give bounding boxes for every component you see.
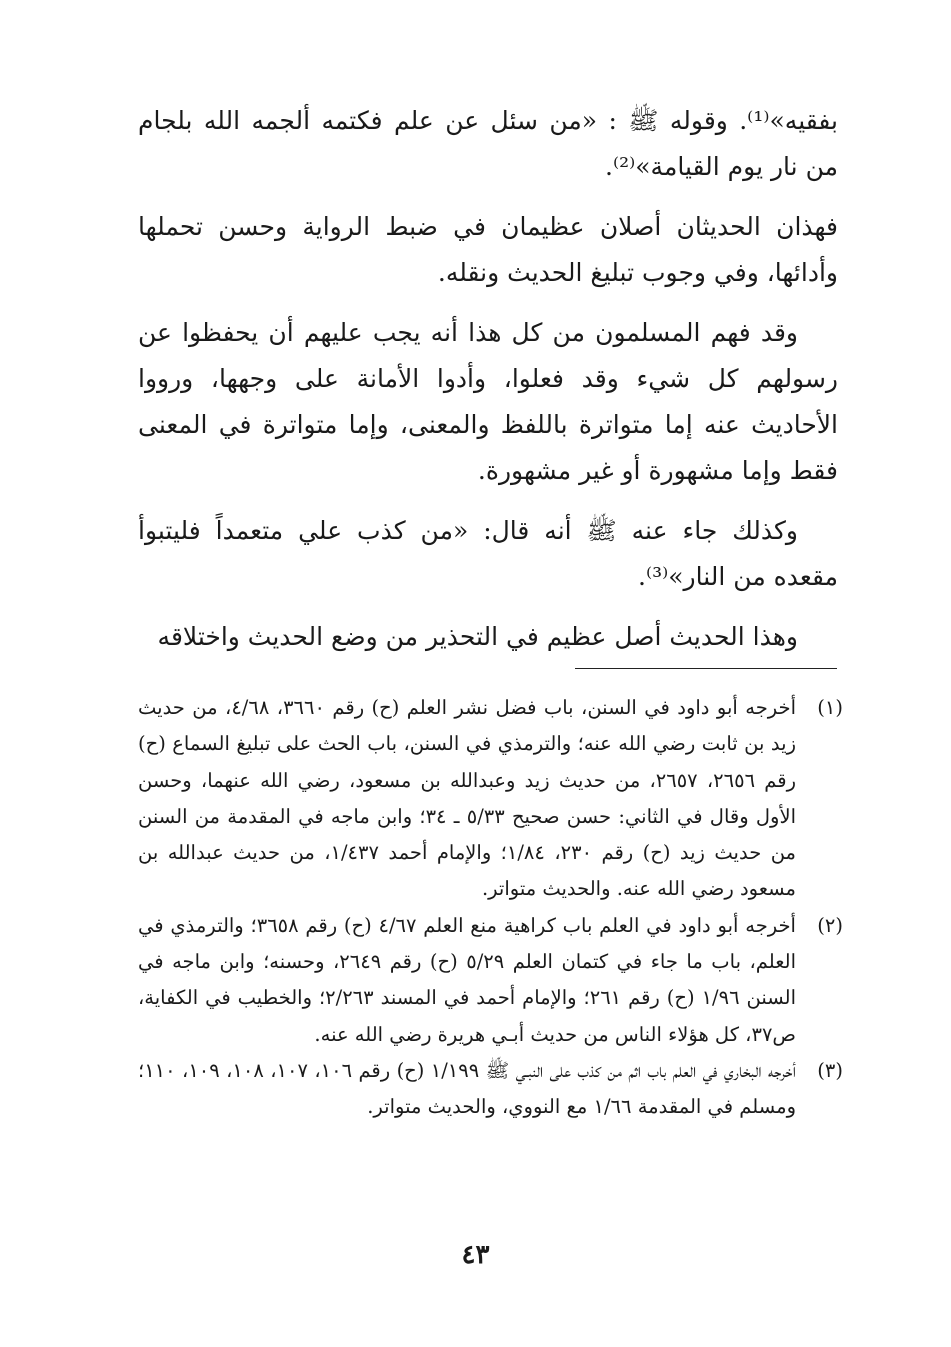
footnote-text: أخرجه أبو داود في السنن، باب فضل نشر العلم (ح) رقم ٣٦٦٠، ٤/٦٨، من حديث زيد بن ثابت رضي الله عنه؛ والترمذي في السنن، باب الحث على تبليغ السماع (ح) رقم ٢٦٥٦، ٢٦٥٧، من حديث زيد وعبدالله بن مسعود، رضي الله عنهما، وحسن الأول وقال في الثاني: حسن صحيح ٥/٣٣ ـ ٣٤؛ وابن ماجه في المقدمة من السنن من حديث زيد (ح) رقم ٢٣٠، ١/٨٤؛ والإمام أحمد ١/٤٣٧، من حديث عبدالله بن مسعود رضي الله عنه. والحديث متواتر. — [138, 696, 796, 901]
paragraph-1: بفقيه»⁽¹⁾. وقوله ﷺ : «من سئل عن علم فكتمه ألجمه الله بلجام من نار يوم القيامة»⁽²⁾. — [138, 106, 838, 181]
footnote-2 — [138, 908, 843, 1053]
footnote-text: أخرجه أبو داود في العلم باب كراهية منع العلم ٤/٦٧ (ح) رقم ٣٦٥٨؛ والترمذي في العلم، باب ما جاء في كتمان العلم ٥/٢٩ (ح) رقم ٢٦٤٩، وحسنه؛ وابن ماجه في السنن ١/٩٦ (ح) رقم ٢٦١؛ والإمام أحمد في المسند ٢/٢٦٣؛ والخطيب في الكفاية، ص٣٧، كل هؤلاء الناس من حديث أبـي هريرة رضي الله عنه. — [138, 913, 797, 1046]
paragraph-3: وقد فهم المسلمون من كل هذا أنه يجب عليهم أن يحفظوا عن رسولهم كل شيء وقد فعلوا، وأدوا الأمانة على وجهها، ورووا الأحاديث عنه إما متواترة باللفظ والمعنى، وإما متواترة في المعنى فقط وإما مشهورة أو غير مشهورة. — [138, 318, 838, 485]
main-text-body — [138, 98, 838, 674]
paragraph-4: وكذلك جاء عنه ﷺ أنه قال: «من كذب علي متعمداً فليتبوأ مقعده من النار»⁽³⁾. — [138, 516, 838, 591]
footnote-1 — [138, 690, 843, 908]
footnote-number: (٢) — [817, 913, 843, 937]
paragraph-2: فهذان الحديثان أصلان عظيمان في ضبط الرواية وحسن تحملها وأدائها، وفي وجوب تبليغ الحديث ونقله. — [138, 212, 838, 287]
footnote-3 — [138, 1053, 843, 1126]
footnote-divider — [575, 668, 837, 669]
footnotes-section — [138, 690, 843, 1126]
footnote-number: (٣) — [817, 1058, 843, 1082]
footnote-text: أخرجه البخاري في العلم باب اثم من كذب على النبـي ﷺ ١/١٩٩ (ح) رقم ١٠٦، ١٠٧، ١٠٨، ١٠٩، ١١٠؛ ومسلم في المقدمة ١/٦٦ مع النووي، والحديث متواتر. — [138, 1058, 796, 1119]
footnote-number: (١) — [817, 696, 843, 719]
paragraph-5: وهذا الحديث أصل عظيم في التحذير من وضع الحديث واختلاقه — [157, 622, 798, 651]
page-number: ٤٣ — [461, 1240, 490, 1270]
